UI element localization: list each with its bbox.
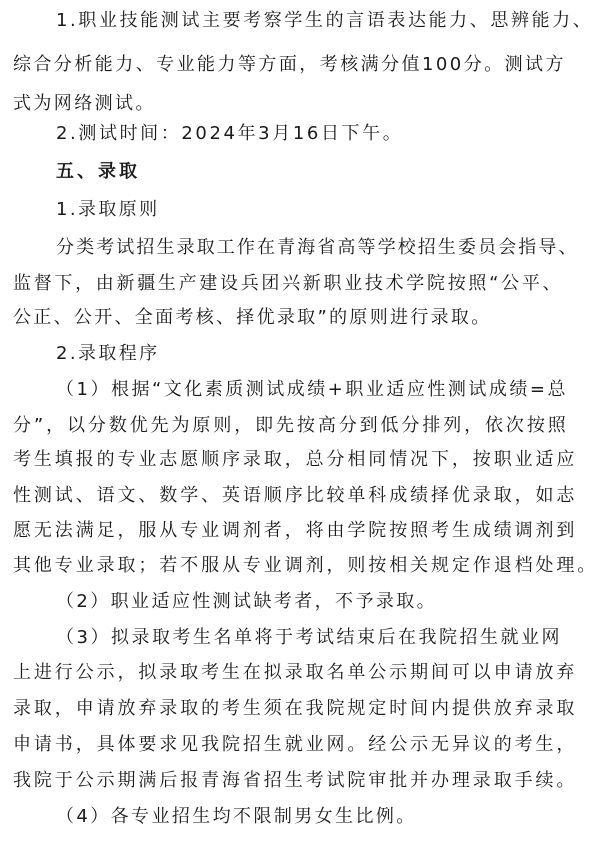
para-principle-line-1: 分类考试招生录取工作在青海省高等学校招生委员会指导、 xyxy=(56,237,579,258)
para-principle-line-2: 监督下，由新疆生产建设兵团兴新职业技术学院按照“公平、 xyxy=(13,273,564,294)
para-skill-test-line-1: 1.职业技能测试主要考察学生的言语表达能力、思辨能力、 xyxy=(56,10,594,31)
para-procedure-1-line-3: 考生填报的专业志愿顺序录取，总分相同情况下，按职业适应 xyxy=(13,449,578,470)
para-procedure-3-line-2: 上进行公示，拟录取考生在拟录取名单公示期间可以申请放弃 xyxy=(13,662,578,683)
para-procedure-1-line-5: 愿无法满足，服从专业调剂者，将由学院按照考生成绩调剂到 xyxy=(13,520,578,541)
subheading-admission-principle: 1.录取原则 xyxy=(56,199,160,220)
para-test-time: 2.测试时间：2024年3月16日下午。 xyxy=(56,123,404,144)
para-procedure-1-line-2: 分”，以分数优先为原则，即先按高分到低分排列，依次按照 xyxy=(13,415,569,436)
para-procedure-3-line-4: 申请书，具体要求见我院招生就业网。经公示无异议的考生， xyxy=(13,734,578,755)
para-procedure-2: （2）职业适应性测试缺考者，不予录取。 xyxy=(56,591,438,612)
section-heading-admission: 五、录取 xyxy=(56,161,140,182)
para-procedure-1-line-6: 其他专业录取；若不服从专业调剂，则按相关规定作退档处理。 xyxy=(13,555,599,576)
para-procedure-1-line-4: 性测试、语文、数学、英语顺序比较单科成绩择优录取，如志 xyxy=(13,485,578,506)
para-skill-test-line-2: 综合分析能力、专业能力等方面，考核满分值100分。测试方 xyxy=(13,54,566,75)
para-procedure-4: （4）各专业招生均不限制男女生比例。 xyxy=(56,806,417,827)
para-procedure-3-line-3: 录取，申请放弃录取的考生须在我院规定时间内提供放弃录取 xyxy=(13,698,578,719)
para-procedure-3-line-5: 我院于公示期满后报青海省招生考试院审批并办理录取手续。 xyxy=(13,770,578,791)
para-skill-test-line-3: 式为网络测试。 xyxy=(13,93,156,114)
para-procedure-1-line-1: （1）根据“文化素质测试成绩+职业适应性测试成绩=总 xyxy=(56,379,568,400)
para-procedure-3-line-1: （3）拟录取考生名单将于考试结束后在我院招生就业网 xyxy=(56,627,562,648)
subheading-admission-procedure: 2.录取程序 xyxy=(56,343,160,364)
para-principle-line-3: 公正、公开、全面考核、择优录取”的原则进行录取。 xyxy=(13,307,492,328)
